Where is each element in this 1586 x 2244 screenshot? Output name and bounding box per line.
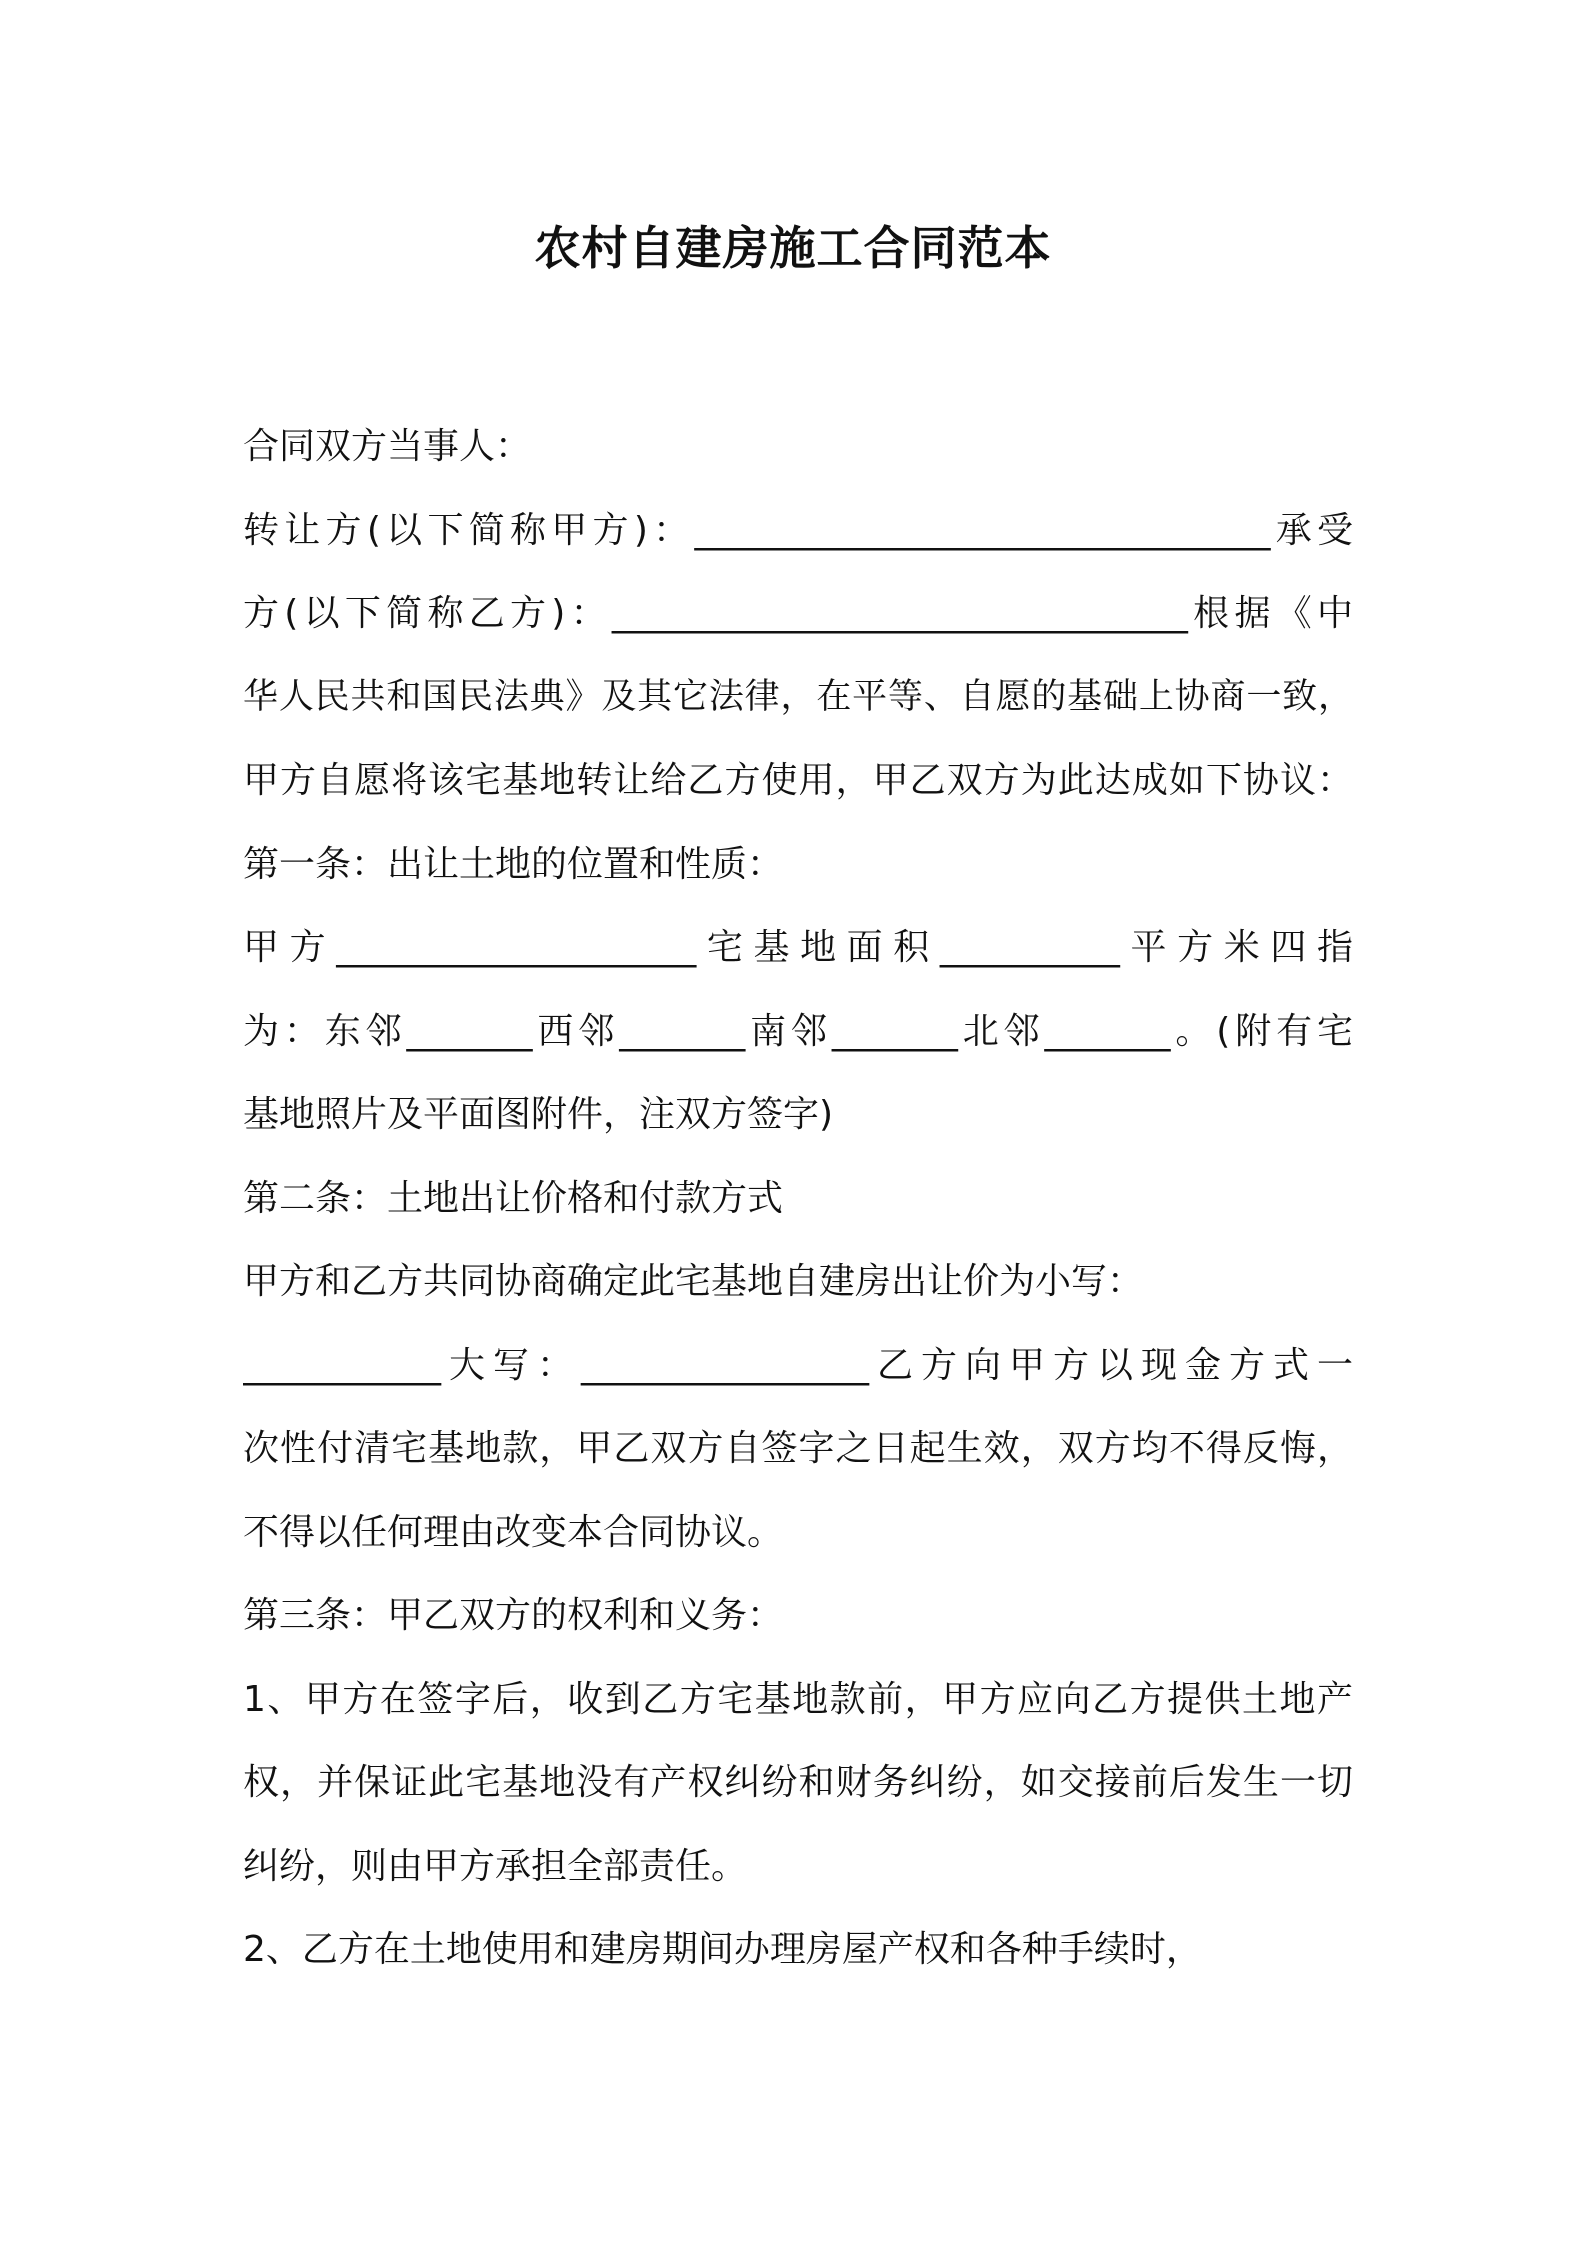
paragraph-line: 2、乙方在土地使用和建房期间办理房屋产权和各种手续时， — [243, 1929, 1202, 1970]
paragraph-line: 不得以任何理由改变本合同协议。 — [243, 1511, 784, 1553]
paragraph-line: 第二条：土地出让价格和付款方式 — [243, 1177, 784, 1219]
paragraph-line: 合同双方当事人： — [243, 426, 532, 467]
paragraph-line: 第三条：甲乙双方的权利和义务： — [243, 1595, 784, 1636]
paragraph-line: 华人民共和国民法典》及其它法律，在平等、自愿的基础上协商一致， — [243, 676, 1353, 717]
paragraph-line: 甲方自愿将该宅基地转让给乙方使用，甲乙双方为此达成如下协议： — [243, 760, 1353, 801]
paragraph-line: 基地照片及平面图附件，注双方签字) — [243, 1094, 834, 1135]
document-title: 农村自建房施工合同范本 — [534, 221, 1052, 275]
paragraph-line: 甲方和乙方共同协商确定此宅基地自建房出让价为小写： — [243, 1261, 1144, 1302]
paragraph-line: 转让方(以下简称甲方)：________________________________承受 — [243, 509, 1353, 551]
paragraph-line: 甲方____________________宅基地面积__________平方米四指 — [243, 927, 1353, 968]
paragraph-line: 方(以下简称乙方)：________________________________根据《中 — [243, 593, 1353, 634]
document-body — [243, 405, 1353, 1992]
paragraph-line: 为：东邻_______西邻_______南邻_______北邻_______。(附有宅 — [243, 1010, 1353, 1052]
paragraph-line: ___________大写：________________乙方向甲方以现金方式一 — [243, 1344, 1353, 1386]
paragraph-line: 第一条：出让土地的位置和性质： — [243, 843, 784, 885]
paragraph-line: 次性付清宅基地款，甲乙双方自签字之日起生效，双方均不得反悔， — [243, 1428, 1353, 1469]
paragraph-line: 1、甲方在签字后，收到乙方宅基地款前，甲方应向乙方提供土地产 — [243, 1678, 1353, 1720]
paragraph-line: 纠纷，则由甲方承担全部责任。 — [243, 1845, 748, 1887]
paragraph-line: 权，并保证此宅基地没有产权纠纷和财务纠纷，如交接前后发生一切 — [243, 1762, 1353, 1803]
